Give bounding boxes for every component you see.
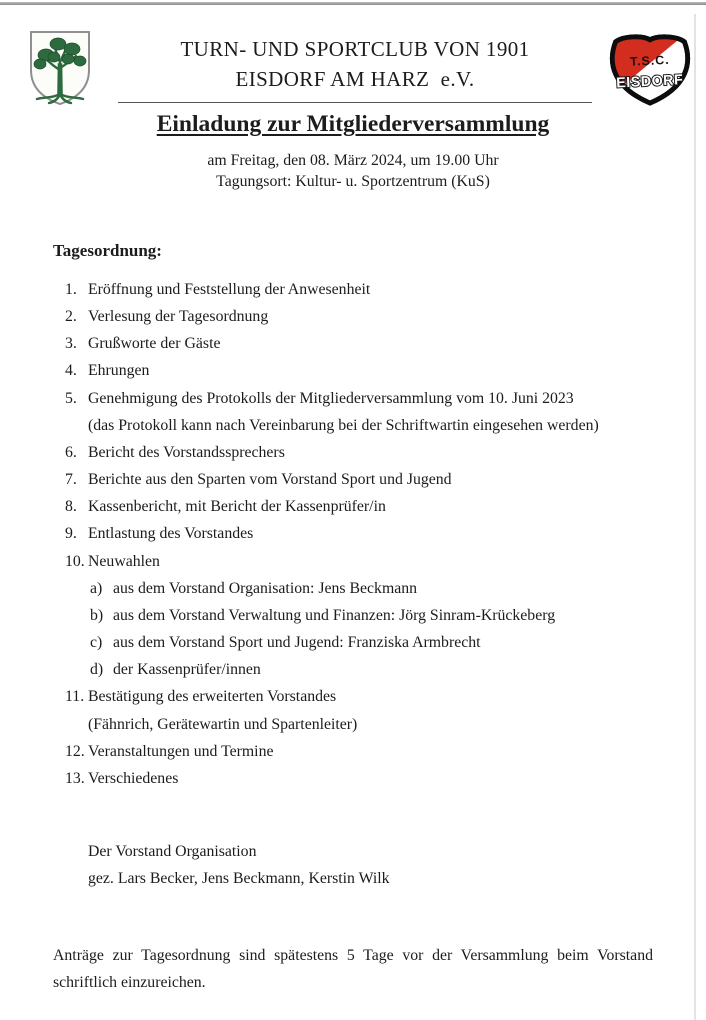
agenda-row-marker: 9. [65, 525, 77, 543]
agenda-row-marker: 1. [65, 281, 77, 298]
agenda-row-text: Verschiedenes [88, 769, 179, 787]
badge-eisdorf-text: EISDORF [615, 72, 684, 92]
agenda-row [65, 575, 665, 602]
agenda-row [65, 629, 665, 656]
agenda-row [65, 493, 665, 520]
signature-role: Der Vorstand Organisation [88, 843, 257, 860]
agenda-row-text: (das Protokoll kann nach Vereinbarung bei der Schriftwartin eingesehen werden) [88, 416, 599, 434]
agenda-row [65, 548, 665, 575]
agenda-row-text: Bericht des Vorstandssprechers [88, 443, 285, 461]
agenda-row-text: aus dem Vorstand Sport und Jugend: Franziska Armbrecht [113, 634, 481, 652]
club-name-line1: TURN- UND SPORTCLUB VON 1901 [180, 37, 530, 61]
page-title: Einladung zur Mitgliederversammlung [156, 111, 550, 137]
agenda-row-text: Ehrungen [88, 362, 150, 380]
agenda-row [65, 520, 665, 547]
header-divider [118, 102, 592, 103]
agenda-row-text: (Fähnrich, Gerätewartin und Spartenleiter) [88, 715, 358, 733]
agenda-row-text: Grußworte der Gäste [88, 335, 221, 353]
tsc-eisdorf-badge-icon [606, 33, 694, 108]
club-name-line2: EISDORF AM HARZ e.V. [235, 67, 475, 91]
signature-names: gez. Lars Becker, Jens Beckmann, Kerstin Wilk [88, 870, 390, 888]
agenda-row-marker: 13. [65, 769, 85, 787]
agenda-row-marker: c) [90, 634, 103, 652]
agenda-row-marker: 2. [65, 308, 77, 326]
agenda-row-text: Kassenbericht, mit Bericht der Kassenprüfer/in [88, 498, 386, 516]
agenda-row [65, 276, 665, 303]
agenda-row-marker: 12. [65, 742, 85, 760]
agenda-heading: Tagesordnung: [53, 241, 162, 260]
agenda-row-marker: d) [90, 661, 104, 679]
agenda-row-marker: b) [90, 606, 104, 624]
agenda-row-text: Berichte aus den Sparten vom Vorstand Sport und Jugend [88, 471, 452, 489]
agenda-row-marker: 5. [65, 389, 77, 407]
agenda-row [65, 385, 665, 412]
meeting-meta [0, 151, 706, 192]
agenda-row [65, 303, 665, 330]
agenda-row-text: Bestätigung des erweiterten Vorstandes [88, 688, 337, 706]
agenda-row-text: Genehmigung des Protokolls der Mitgliederversammlung vom 10. Juni 2023 [88, 389, 574, 407]
agenda-row [65, 412, 665, 439]
agenda-row [65, 711, 665, 738]
agenda-row-text: Veranstaltungen und Termine [88, 742, 274, 760]
signature-block [88, 838, 390, 892]
agenda-row [65, 656, 665, 683]
agenda-row-marker: 7. [65, 471, 77, 489]
agenda-row-marker: 11. [65, 688, 85, 706]
agenda-row-marker: 3. [65, 335, 77, 353]
agenda-row-marker: 8. [65, 498, 77, 516]
agenda-list [65, 276, 665, 792]
agenda-row-text: der Kassenprüfer/innen [113, 661, 261, 679]
meeting-venue: Tagungsort: Kultur- u. Sportzentrum (KuS) [216, 172, 490, 190]
meeting-date: am Freitag, den 08. März 2024, um 19.00 Uhr [207, 152, 499, 169]
agenda-row [65, 439, 665, 466]
agenda-row [65, 602, 665, 629]
club-header [115, 34, 595, 103]
agenda-row-text: Eröffnung und Feststellung der Anwesenheit [88, 281, 371, 298]
agenda-row [65, 738, 665, 765]
agenda-row-text: Verlesung der Tagesordnung [88, 308, 269, 326]
agenda-row-text: Neuwahlen [88, 552, 160, 570]
agenda-row-text: Entlastung des Vorstandes [88, 525, 254, 543]
badge-tsc-text: T.S.C. [629, 52, 670, 69]
agenda-row [65, 765, 665, 792]
agenda-row-marker: a) [90, 579, 103, 597]
agenda-row [65, 357, 665, 384]
agenda-row [65, 466, 665, 493]
agenda-row-marker: 4. [65, 362, 77, 380]
agenda-row-text: aus dem Vorstand Organisation: Jens Beckmann [113, 579, 418, 597]
agenda-row-marker: 10. [65, 552, 85, 570]
scan-edge-top [0, 2, 706, 5]
footer-note: Anträge zur Tagesordnung sind spätestens 5 Tage vor der Versammlung beim Vorstand schriftlich einzureichen. [53, 946, 653, 991]
eisdorf-coat-of-arms-icon [27, 30, 93, 107]
agenda-row [65, 683, 665, 710]
agenda-row-text: aus dem Vorstand Verwaltung und Finanzen: Jörg Sinram-Krückeberg [113, 606, 556, 624]
agenda-row-marker: 6. [65, 443, 77, 461]
agenda-row [65, 330, 665, 357]
